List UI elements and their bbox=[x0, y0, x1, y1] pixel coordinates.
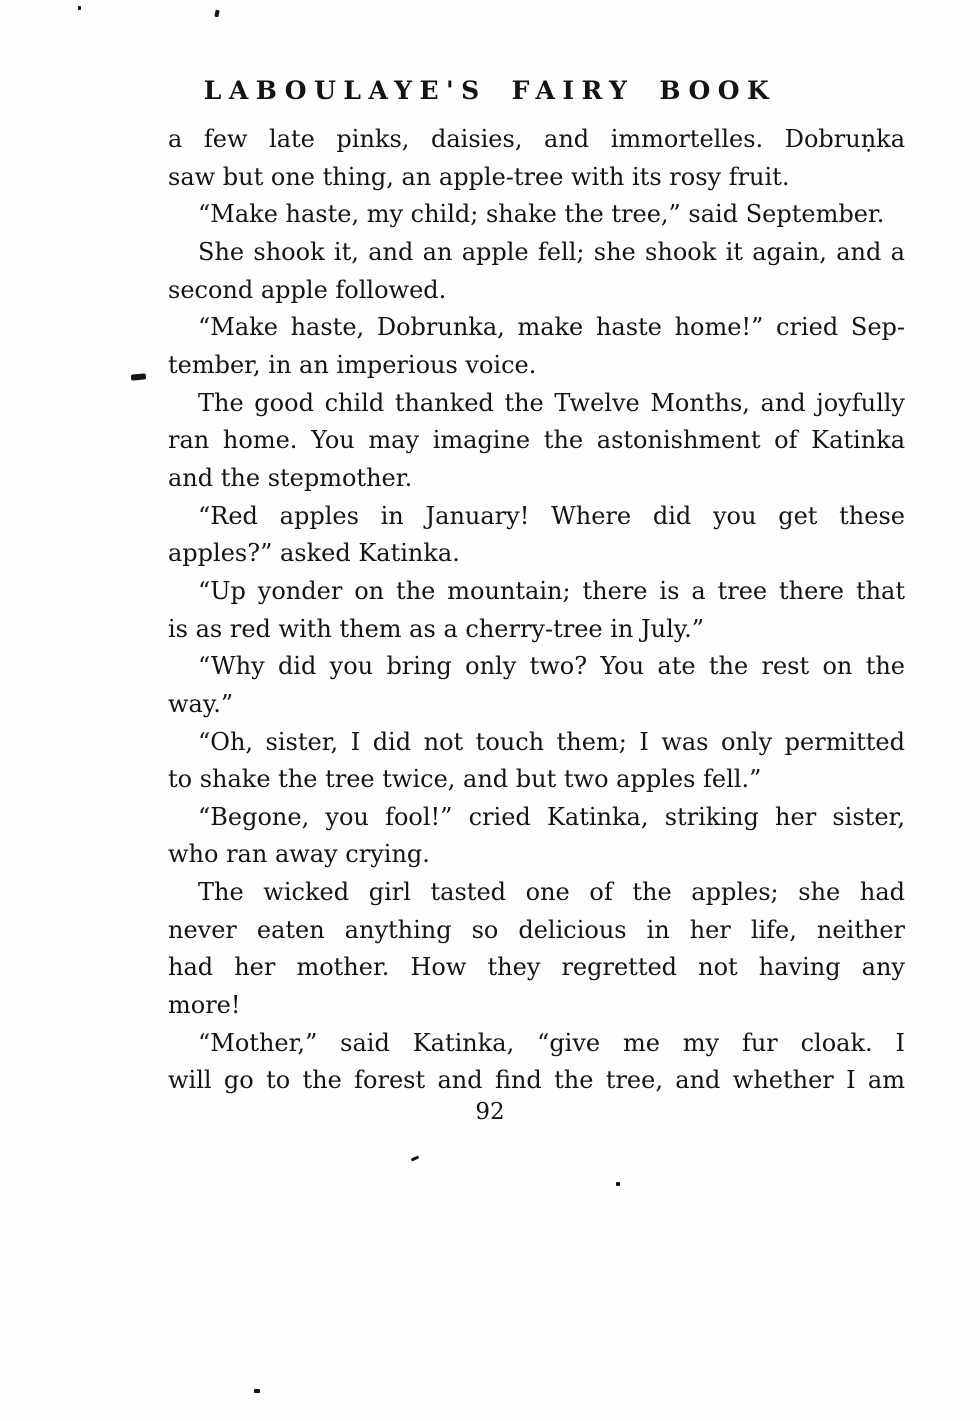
text-line: who ran away crying. bbox=[168, 840, 430, 869]
page-number: 92 bbox=[475, 1099, 505, 1125]
scan-speck bbox=[254, 1389, 260, 1393]
text-line: a few late pinks, daisies, and immortelles. Dobruṇka bbox=[168, 125, 905, 153]
text-line: “Mother,” said Katinka, “give me my fur cloak. I bbox=[198, 1028, 905, 1057]
text-line: and the stepmother. bbox=[168, 463, 413, 492]
text-line: will go to the forest and find the tree, and whether I am bbox=[168, 1066, 905, 1095]
text-line: is as red with them as a cherry-tree in July.” bbox=[168, 614, 705, 643]
text-line: “Make haste, Dobrunka, make haste home!” cried Sep- bbox=[198, 313, 905, 342]
text-line: “Oh, sister, I did not touch them; I was only permitted bbox=[198, 727, 905, 756]
scan-speck bbox=[78, 6, 81, 10]
text-line: never eaten anything so delicious in her life, neither bbox=[168, 915, 905, 944]
text-line: “Up yonder on the mountain; there is a tree there that bbox=[198, 576, 905, 605]
text-line: “Make haste, my child; shake the tree,” said September. bbox=[198, 200, 885, 229]
scan-speck bbox=[214, 10, 219, 18]
text-line: had her mother. How they regretted not having any bbox=[168, 953, 905, 982]
text-line: to shake the tree twice, and but two apples fell.” bbox=[168, 765, 762, 794]
text-line: second apple followed. bbox=[168, 275, 447, 304]
text-line: “Red apples in January! Where did you get these bbox=[198, 501, 905, 530]
text-line: She shook it, and an apple fell; she shook it again, and a bbox=[198, 237, 905, 266]
scan-speck bbox=[411, 1155, 420, 1161]
text-line: tember, in an imperious voice. bbox=[168, 350, 537, 379]
margin-mark bbox=[131, 373, 146, 380]
text-line: saw but one thing, an apple-tree with its rosy fruit. bbox=[168, 162, 790, 191]
page-text bbox=[168, 121, 905, 1100]
text-line: way.” bbox=[168, 689, 234, 718]
text-line: The wicked girl tasted one of the apples; she had bbox=[198, 878, 905, 907]
scan-speck bbox=[616, 1182, 620, 1186]
text-line: The good child thanked the Twelve Months, and joyfully bbox=[198, 388, 905, 417]
text-line: apples?” asked Katinka. bbox=[168, 539, 460, 568]
text-line: “Begone, you fool!” cried Katinka, striking her sister, bbox=[198, 802, 905, 831]
text-line: ran home. You may imagine the astonishment of Katinka bbox=[168, 426, 905, 455]
text-line: more! bbox=[168, 991, 241, 1020]
running-head-title: LABOULAYE'S FAIRY BOOK bbox=[203, 76, 777, 105]
text-line: “Why did you bring only two? You ate the rest on the bbox=[198, 652, 905, 681]
